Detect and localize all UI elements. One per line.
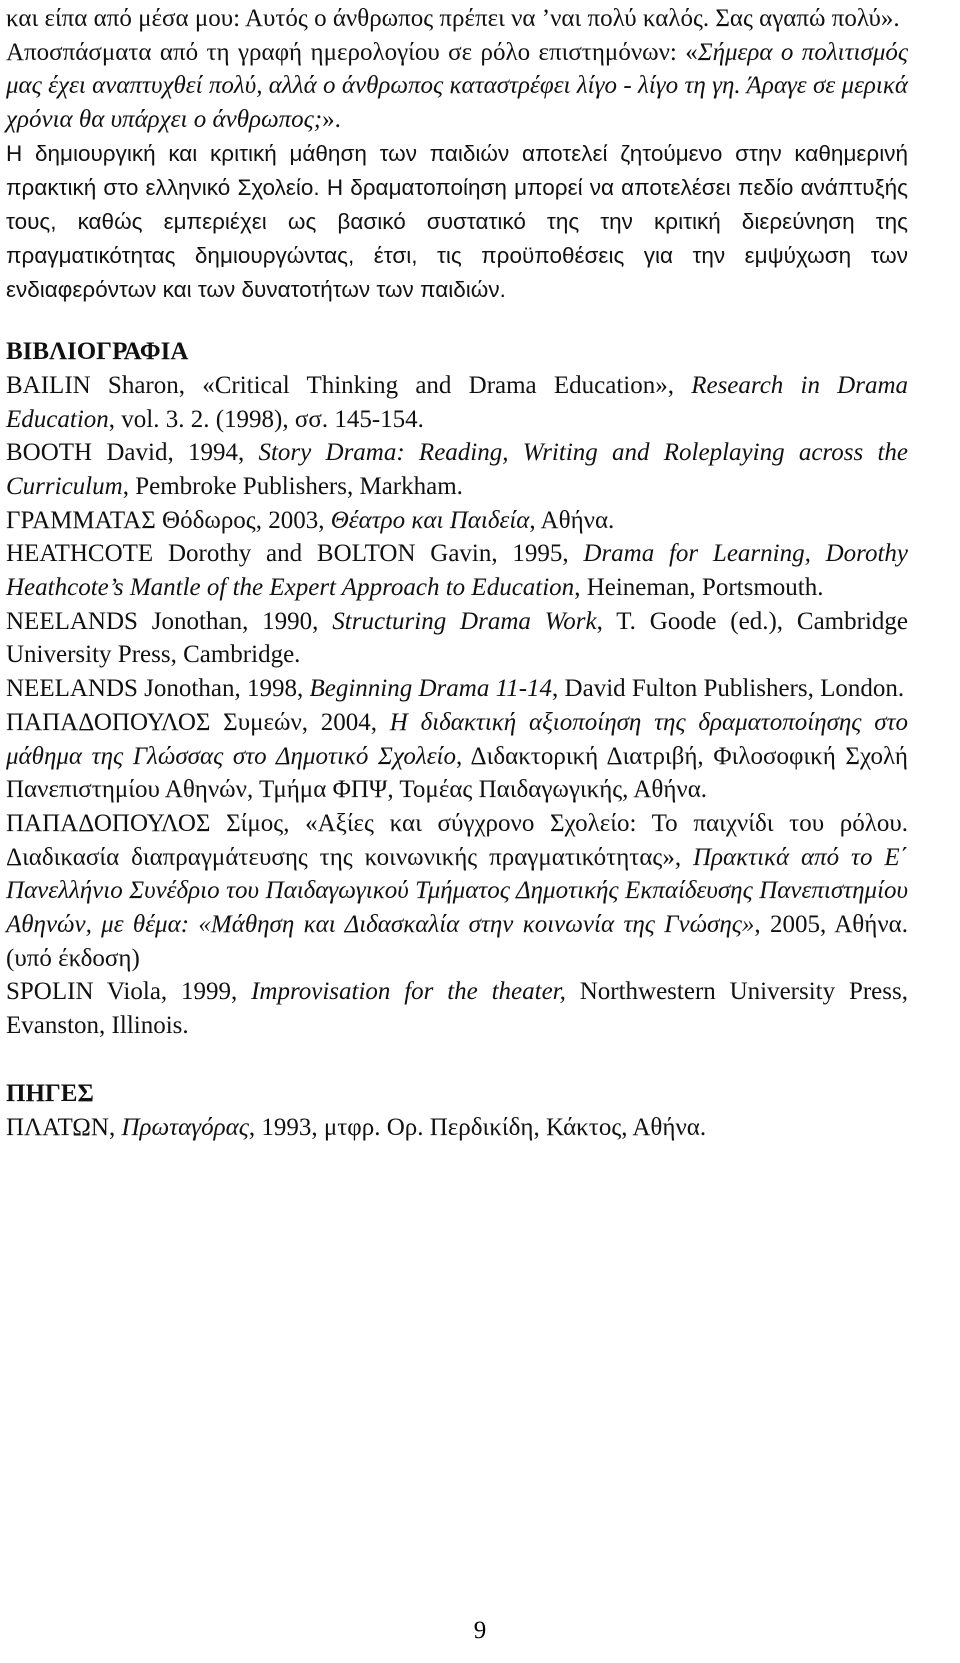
text-segment: ΠΑΠΑΔΟΠΟΥΛΟΣ Σίμος, «Αξίες και σύγχρονο Σχολείο: Το παιχνίδι του ρόλου. Διαδικασία διαπραγμάτευσης της κοινωνικής πραγματικότητας», [6, 809, 908, 871]
italic-text: Θέατρο και Παιδεία [330, 506, 530, 534]
reference-entry [6, 1111, 908, 1145]
text-segment: ΓΡΑΜΜΑΤΑΣ Θόδωρος, 2003, [6, 506, 331, 534]
italic-text: Σήμερα ο πολιτισμός μας έχει αναπτυχθεί πολύ, αλλά ο άνθρωπος καταστρέφει λίγο - λίγο τη γη. Άραγε σε μερικά χρόνια θα υπάρχει ο άνθρωπος; [6, 38, 909, 134]
reference-entry [6, 975, 908, 1042]
text-segment: HEATHCOTE Dorothy and BOLTON Gavin, 1995, [6, 540, 584, 568]
italic-text: Drama for Learning, Dorothy Heathcote’s Mantle of the Expert Approach to Education [6, 540, 908, 602]
text-segment: ΠΑΠΑΔΟΠΟΥΛΟΣ Συμεών, 2004, [6, 708, 390, 736]
reference-entry [6, 537, 908, 604]
italic-text: Improvisation for the theater, [251, 978, 566, 1006]
text-segment: , David Fulton Publishers, London. [552, 675, 905, 703]
text-segment: SPOLIN Viola, 1999, [6, 978, 252, 1006]
text-segment: BAILIN Sharon, «Critical Thinking and Drama Education», [6, 371, 692, 399]
text-segment: και είπα από μέσα μου: Αυτός ο άνθρωπος πρέπει να ’ναι πολύ καλός. Σας αγαπώ πολύ». [6, 5, 900, 32]
text-segment: NEELANDS Jonothan, 1998, [6, 675, 310, 703]
reference-entry [6, 807, 908, 976]
text-segment: BOOTH David, 1994, [6, 439, 259, 467]
text-segment: NEELANDS Jonothan, 1990, [6, 607, 333, 635]
paragraph-diary-excerpt [6, 36, 908, 137]
reference-entry [6, 504, 908, 538]
italic-text: Structuring Drama Work [332, 607, 597, 635]
italic-text: Beginning Drama 11-14 [309, 675, 553, 703]
paragraph-letter-end [6, 0, 908, 36]
text-segment: , 1993, μτφρ. Ορ. Περδικίδη, Κάκτος, Αθήνα. [248, 1113, 707, 1141]
italic-text: Η διδακτική αξιοποίηση της δραματοποίησης στο μάθημα της Γλώσσας στο Δημοτικό Σχολείο [6, 708, 908, 770]
reference-entry [6, 672, 908, 706]
text-segment: , Pembroke Publishers, Markham. [122, 472, 463, 500]
bibliography-heading: ΒΙΒΛΙΟΓΡΑΦΙΑ [6, 337, 189, 365]
text-segment: Αποσπάσματα από τη γραφή ημερολογίου σε ρόλο επιστημόνων: « [6, 38, 698, 66]
sources-heading: ΠΗΓΕΣ [6, 1079, 94, 1107]
text-segment: Northwestern University Press, Evanston, Illinois. [6, 978, 908, 1040]
text-segment: ». [322, 106, 341, 134]
italic-text: Research in Drama Education [6, 371, 909, 433]
text-segment: , 2005, Αθήνα. (υπό έκδοση) [6, 911, 908, 972]
text-segment: , T. Goode (ed.), Cambridge University Press, Cambridge. [6, 607, 908, 669]
page-number: 9 [473, 1617, 487, 1644]
text-segment: , Διδακτορική Διατριβή, Φιλοσοφική Σχολή Πανεπιστημίου Αθηνών, Τμήμα ΦΠΨ, Τομέας Παιδαγωγικής, Αθήνα. [6, 742, 908, 804]
text-segment: , Αθήνα. [529, 506, 615, 534]
italic-text: Story Drama: Reading, Writing and Roleplaying across the Curriculum [6, 439, 908, 500]
text-segment: Η δημιουργική και κριτική μάθηση των παιδιών αποτελεί ζητούμενο στην καθημερινή πρακτική στο ελληνικό Σχολείο. Η δραματοποίηση μπορεί να αποτελέσει πεδίο ανάπτυξής τους, καθώς εμπεριέχει ως βασικό συστατικό της την κριτική διερεύνηση της πραγματικότητας δημιουργώντας, έτσι, τις προϋποθέσεις για την εμψύχωση των ενδιαφερόντων και των δυνατοτήτων των παιδιών. [6, 140, 908, 302]
paragraph-conclusion [6, 137, 908, 307]
sources-list [6, 1111, 908, 1145]
reference-entry [6, 436, 908, 503]
text-segment: ΠΛΑΤΩΝ, [6, 1113, 122, 1141]
reference-entry [6, 706, 908, 807]
reference-entry [6, 369, 908, 436]
reference-entry [6, 605, 908, 672]
italic-text: Πρακτικά από το Ε΄ Πανελλήνιο Συνέδριο του Παιδαγωγικού Τμήματος Δημοτικής Εκπαίδευσης Πανεπιστημίου Αθηνών, με θέμα: «Μάθηση και Διδασκαλία στην κοινωνία της Γνώσης» [6, 843, 908, 939]
bibliography-list [6, 369, 908, 1043]
text-segment: , vol. 3. 2. (1998), σσ. 145-154. [108, 405, 424, 433]
italic-text: Πρωταγόρας [121, 1113, 249, 1141]
text-segment: , Heineman, Portsmouth. [574, 574, 824, 602]
